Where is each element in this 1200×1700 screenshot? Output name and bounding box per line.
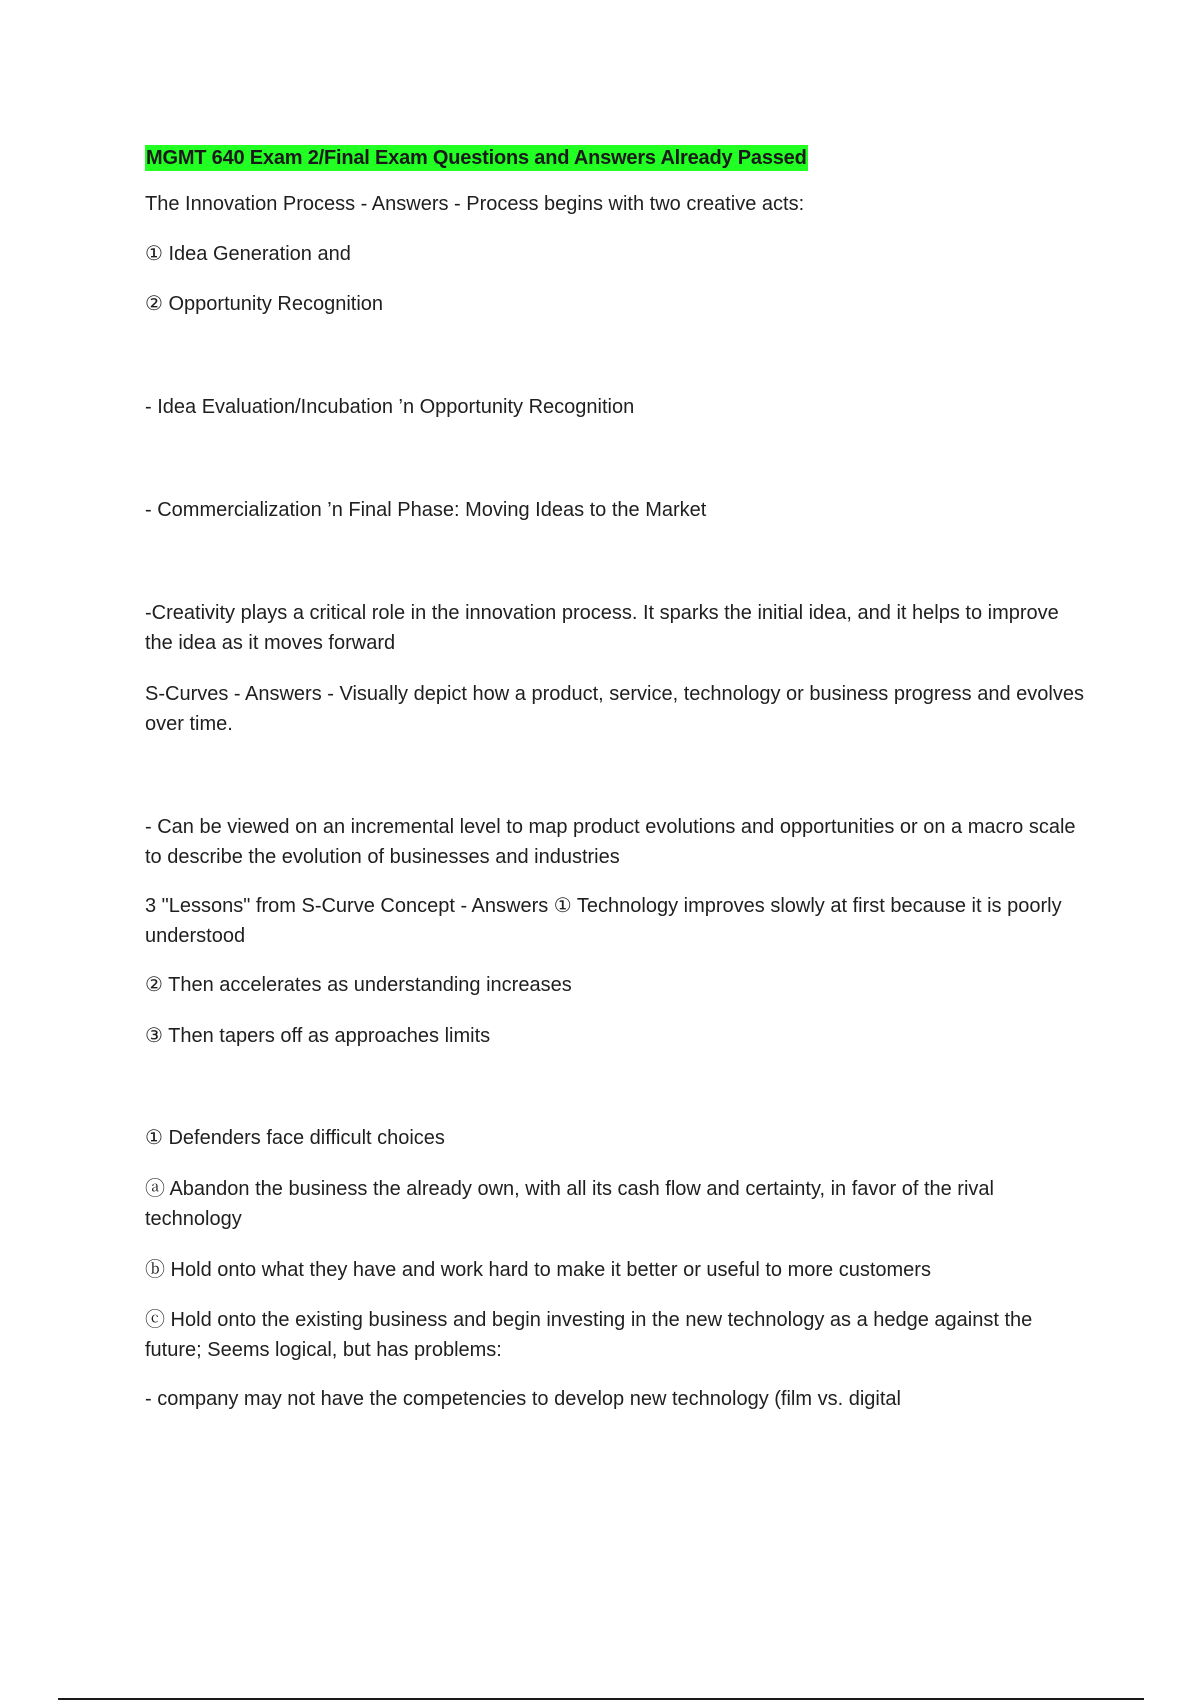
paragraph-creativity: -Creativity plays a critical role in the innovation process. It sparks the initial idea, and it helps to improve the idea as it moves forward <box>145 602 1059 654</box>
paragraph-competencies: - company may not have the competencies to develop new technology (film vs. digital <box>145 1388 901 1410</box>
paragraph-s-curves: S-Curves - Answers - Visually depict how a product, service, technology or business progress and evolves over time. <box>145 683 1084 735</box>
document-title: MGMT 640 Exam 2/Final Exam Questions and Answers Already Passed <box>146 147 807 169</box>
paragraph-abandon: ⓐ Abandon the business the already own, with all its cash flow and certainty, in favor of the rival technology <box>145 1178 994 1230</box>
paragraph-opportunity-recognition: ② Opportunity Recognition <box>145 293 384 315</box>
paragraph-hold-onto: ⓑ Hold onto what they have and work hard to make it better or useful to more customers <box>145 1259 931 1281</box>
paragraph-commercialization: - Commercialization ’n Final Phase: Moving Ideas to the Market <box>145 499 707 521</box>
paragraph-incremental-level: - Can be viewed on an incremental level to map product evolutions and opportunities or on a macro scale to describe the evolution of businesses and industries <box>145 816 1076 868</box>
paragraph-tapers-off: ③ Then tapers off as approaches limits <box>145 1025 491 1047</box>
paragraph-defenders: ① Defenders face difficult choices <box>145 1127 445 1149</box>
document-body <box>145 145 1090 1414</box>
paragraph-idea-generation: ① Idea Generation and <box>145 243 351 265</box>
paragraph-idea-evaluation: - Idea Evaluation/Incubation ’n Opportunity Recognition <box>145 396 635 418</box>
paragraph-innovation-process: The Innovation Process - Answers - Process begins with two creative acts: <box>145 193 805 215</box>
paragraph-hedge: ⓒ Hold onto the existing business and begin investing in the new technology as a hedge against the future; Seems logical, but has problems: <box>145 1309 1033 1361</box>
paragraph-accelerates: ② Then accelerates as understanding increases <box>145 974 572 996</box>
paragraph-three-lessons: 3 "Lessons" from S-Curve Concept - Answers ① Technology improves slowly at first because it is poorly understood <box>145 895 1062 947</box>
